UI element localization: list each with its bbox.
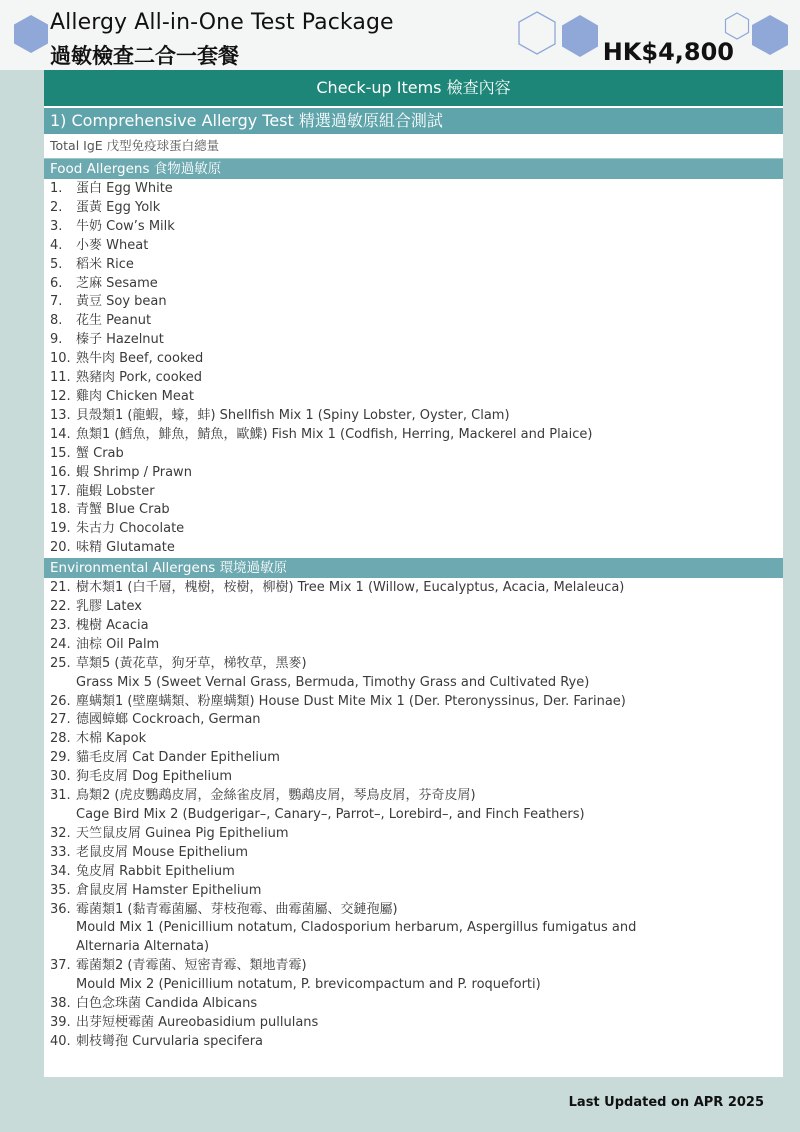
section-comprehensive-allergy-test: 1) Comprehensive Allergy Test 精選過敏原組合測試: [44, 108, 783, 134]
list-item: [44, 655, 783, 693]
item-text: 雞肉 Chicken Meat: [76, 388, 194, 404]
item-number: 30.: [50, 769, 71, 785]
list-item: [44, 293, 783, 312]
list-item: [44, 501, 783, 520]
item-text: 味精 Glutamate: [76, 540, 175, 556]
item-text: 倉鼠皮屑 Hamster Epithelium: [76, 882, 262, 898]
item-text: 槐樹 Acacia: [76, 617, 149, 633]
item-number: 21.: [50, 580, 71, 596]
item-number: 22.: [50, 599, 71, 615]
list-item: [44, 369, 783, 388]
item-text-continued: Mould Mix 2 (Penicillium notatum, P. brevicompactum and P. roqueforti): [76, 977, 541, 993]
hexagon-icon: [516, 10, 558, 56]
item-text-continued: Grass Mix 5 (Sweet Vernal Grass, Bermuda, Timothy Grass and Cultivated Rye): [76, 674, 590, 690]
checkup-panel: [44, 70, 783, 1077]
item-text: 天竺鼠皮屑 Guinea Pig Epithelium: [76, 825, 289, 841]
item-text: 熟豬肉 Pork, cooked: [76, 370, 202, 386]
item-number: 16.: [50, 464, 71, 480]
item-text: 朱古力 Chocolate: [76, 521, 185, 537]
item-text: 木棉 Kapok: [76, 731, 147, 747]
item-number: 15.: [50, 445, 71, 461]
list-item: [44, 730, 783, 749]
item-text: 狗毛皮屑 Dog Epithelium: [76, 769, 233, 785]
item-text-continued: Alternaria Alternata): [76, 939, 210, 955]
list-item: [44, 539, 783, 558]
package-price: HK$4,800: [602, 38, 734, 66]
item-text: 龍蝦 Lobster: [76, 483, 155, 499]
list-item: [44, 388, 783, 407]
item-text: 牛奶 Cow’s Milk: [76, 218, 175, 234]
item-text: 鳥類2 (虎皮鸚鵡皮屑，金絲雀皮屑，鸚鵡皮屑，琴鳥皮屑，芬奇皮屑): [76, 788, 476, 804]
list-item: [44, 882, 783, 901]
item-text: 霉菌類2 (青霉菌、短密青霉、類地青霉): [76, 958, 307, 974]
item-number: 5.: [50, 256, 63, 272]
item-number: 19.: [50, 521, 71, 537]
list-item: [44, 617, 783, 636]
item-number: 35.: [50, 882, 71, 898]
item-number: 33.: [50, 844, 71, 860]
item-number: 25.: [50, 655, 71, 671]
list-item: [44, 1033, 783, 1052]
item-text: 蛋白 Egg White: [76, 181, 173, 196]
list-item: [44, 579, 783, 598]
list-item: [44, 445, 783, 464]
checkup-items-header: Check-up Items 檢查內容: [44, 70, 783, 106]
item-number: 12.: [50, 388, 71, 404]
item-number: 13.: [50, 407, 71, 423]
item-number: 38.: [50, 996, 71, 1012]
list-item: [44, 711, 783, 730]
list-item: [44, 218, 783, 237]
hexagon-icon: [750, 14, 790, 56]
item-number: 23.: [50, 617, 71, 633]
item-number: 3.: [50, 218, 63, 234]
page-title-en: Allergy All-in-One Test Package: [50, 10, 394, 35]
item-number: 8.: [50, 313, 63, 329]
list-item: [44, 237, 783, 256]
item-text: 蟹 Crab: [76, 445, 124, 461]
item-text: 貝殼類1 (龍蝦，蠔，蚌) Shellfish Mix 1 (Spiny Lobster, Oyster, Clam): [76, 407, 510, 423]
item-number: 28.: [50, 731, 71, 747]
item-text: 出芽短梗霉菌 Aureobasidium pullulans: [76, 1014, 319, 1030]
item-number: 17.: [50, 483, 71, 499]
list-item: [44, 256, 783, 275]
page-title-zh: 過敏檢查二合一套餐: [50, 44, 239, 68]
item-text: 小麥 Wheat: [76, 237, 149, 253]
item-text: 蝦 Shrimp / Prawn: [76, 464, 192, 480]
item-number: 24.: [50, 636, 71, 652]
item-number: 27.: [50, 712, 71, 728]
list-item: [44, 787, 783, 825]
list-item: [44, 863, 783, 882]
environmental-allergen-list: [44, 578, 783, 1052]
item-text: 榛子 Hazelnut: [76, 332, 164, 348]
hexagon-icon: [12, 14, 50, 54]
item-number: 10.: [50, 351, 71, 367]
item-text: 花生 Peanut: [76, 313, 152, 329]
list-item: [44, 995, 783, 1014]
food-allergens-header: Food Allergens 食物過敏原: [44, 159, 783, 179]
environmental-allergens-header: Environmental Allergens 環境過敏原: [44, 558, 783, 578]
list-item: [44, 180, 783, 199]
item-number: 7.: [50, 294, 63, 310]
item-number: 26.: [50, 693, 71, 709]
list-item: [44, 312, 783, 331]
item-text: 熟牛肉 Beef, cooked: [76, 351, 204, 367]
item-text-continued: Cage Bird Mix 2 (Budgerigar–, Canary–, Parrot–, Lorebird–, and Finch Feathers): [76, 807, 585, 822]
item-number: 18.: [50, 502, 71, 518]
list-item: [44, 598, 783, 617]
item-text: 稻米 Rice: [76, 256, 134, 272]
item-text: 青蟹 Blue Crab: [76, 502, 170, 518]
item-number: 37.: [50, 958, 71, 974]
page-header: [0, 0, 800, 70]
list-item: [44, 350, 783, 369]
item-text: 白色念珠菌 Candida Albicans: [76, 996, 258, 1012]
item-text-continued: Mould Mix 1 (Penicillium notatum, Cladosporium herbarum, Aspergillus fumigatus and: [76, 920, 637, 936]
list-item: [44, 331, 783, 350]
item-text: 黃豆 Soy bean: [76, 294, 167, 310]
list-item: [44, 693, 783, 712]
list-item: [44, 957, 783, 995]
list-item: [44, 464, 783, 483]
item-number: 11.: [50, 370, 71, 386]
item-number: 39.: [50, 1014, 71, 1030]
item-number: 9.: [50, 332, 63, 348]
item-number: 40.: [50, 1033, 71, 1049]
list-item: [44, 768, 783, 787]
list-item: [44, 901, 783, 958]
list-item: [44, 749, 783, 768]
item-text: 油棕 Oil Palm: [76, 636, 160, 652]
item-text: 刺枝彎孢 Curvularia specifera: [76, 1033, 264, 1049]
list-item: [44, 520, 783, 539]
item-number: 6.: [50, 275, 63, 291]
hexagon-icon: [560, 14, 600, 58]
total-ige-row: Total IgE 戊型免疫球蛋白總量: [44, 134, 783, 159]
hexagon-icon: [724, 12, 750, 40]
item-text: 樹木類1 (白千層，槐樹，桉樹，柳樹) Tree Mix 1 (Willow, Eucalyptus, Acacia, Melaleuca): [76, 580, 625, 596]
list-item: [44, 426, 783, 445]
list-item: [44, 1014, 783, 1033]
item-number: 34.: [50, 863, 71, 879]
item-text: 老鼠皮屑 Mouse Epithelium: [76, 844, 248, 860]
list-item: [44, 636, 783, 655]
item-text: 塵螨類1 (壁塵螨類、粉塵螨類) House Dust Mite Mix 1 (Der. Pteronyssinus, Der. Farinae): [76, 693, 626, 709]
item-number: 4.: [50, 237, 63, 253]
item-text: 草類5 (黃花草，狗牙草，梯牧草，黑麥): [76, 655, 307, 671]
item-text: 貓毛皮屑 Cat Dander Epithelium: [76, 750, 280, 766]
list-item: [44, 844, 783, 863]
item-number: 14.: [50, 426, 71, 442]
item-text: 霉菌類1 (黏青霉菌屬、芽枝孢霉、曲霉菌屬、交鏈孢屬): [76, 901, 398, 917]
item-text: 兔皮屑 Rabbit Epithelium: [76, 863, 235, 879]
list-item: [44, 275, 783, 294]
item-text: 乳膠 Latex: [76, 599, 142, 615]
list-item: [44, 483, 783, 502]
item-number: 2.: [50, 199, 63, 215]
list-item: [44, 407, 783, 426]
item-number: 36.: [50, 901, 71, 917]
item-number: 1.: [50, 181, 63, 196]
item-number: 31.: [50, 788, 71, 804]
item-number: 29.: [50, 750, 71, 766]
last-updated: Last Updated on APR 2025: [568, 1095, 764, 1110]
item-text: 芝麻 Sesame: [76, 275, 158, 291]
list-item: [44, 825, 783, 844]
item-number: 32.: [50, 825, 71, 841]
item-text: 蛋黃 Egg Yolk: [76, 199, 161, 215]
item-text: 德國蟑螂 Cockroach, German: [76, 712, 261, 728]
list-item: [44, 199, 783, 218]
item-number: 20.: [50, 540, 71, 556]
item-text: 魚類1 (鱈魚，鯡魚，鯖魚，歐鰈) Fish Mix 1 (Codfish, Herring, Mackerel and Plaice): [76, 426, 593, 442]
food-allergen-list: [44, 179, 783, 558]
